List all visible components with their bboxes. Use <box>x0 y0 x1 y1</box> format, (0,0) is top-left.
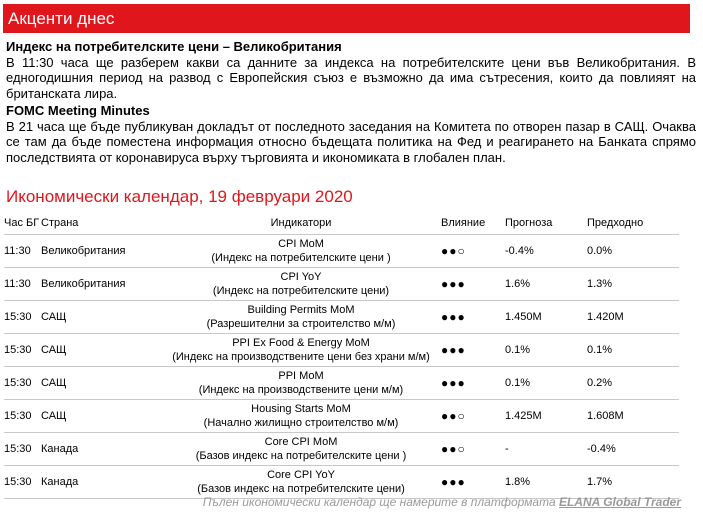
indicator-name: CPI MoM <box>278 238 324 250</box>
cell-previous: 1.608M <box>587 400 679 433</box>
indicator-name: Core CPI YoY <box>267 469 335 481</box>
platform-link[interactable]: ELANA Global Trader <box>558 495 681 509</box>
cell-indicator <box>161 466 441 499</box>
cell-time: 11:30 <box>4 235 41 268</box>
cell-previous: 0.0% <box>587 235 679 268</box>
header-forecast: Прогноза <box>505 212 587 235</box>
cell-indicator <box>161 301 441 334</box>
cell-country: Канада <box>41 433 161 466</box>
cell-indicator <box>161 235 441 268</box>
cell-forecast: 0.1% <box>505 367 587 400</box>
indicator-name: CPI YoY <box>280 271 322 283</box>
cell-time: 15:30 <box>4 400 41 433</box>
cell-time: 15:30 <box>4 334 41 367</box>
cell-impact: ●●● <box>441 268 505 301</box>
economic-calendar-table <box>4 212 679 499</box>
cell-time: 15:30 <box>4 433 41 466</box>
cell-indicator <box>161 433 441 466</box>
news-body: В 11:30 часа ще разберем какви са данните за индекса на потребителските цени във Великобритания. В едногодишния период на развод с Европейския съюз е възможно да има сътресения, които да повлияят на британската лира. <box>6 54 696 101</box>
cell-country: САЩ <box>41 367 161 400</box>
indicator-description: (Индекс на потребителските цени ) <box>211 252 391 264</box>
news-title: Индекс на потребителските цени – Великобритания <box>6 39 342 54</box>
calendar-title: Икономически календар, 19 февруари 2020 <box>6 187 353 206</box>
cell-indicator <box>161 334 441 367</box>
cell-time: 15:30 <box>4 367 41 400</box>
table-header-row <box>4 212 679 235</box>
header-impact: Влияние <box>441 212 505 235</box>
news-section <box>6 39 696 167</box>
cell-time: 15:30 <box>4 466 41 499</box>
cell-time: 11:30 <box>4 268 41 301</box>
footer-text: Пълен икономически календар ще намерите в платформата <box>202 495 559 509</box>
news-body: В 21 часа ще бъде публикуван докладът от последното заседания на Комитета по отворен пазар в САЩ. Очаква се там да бъде поместена информация относно бъдещата политика на Фед и реагирането на Банката спрямо последствията от коронавируса върху търговията и икономиката в глобален план. <box>6 118 696 165</box>
header-time: Час БГ <box>4 212 41 235</box>
cell-forecast: - <box>505 433 587 466</box>
cell-country: Великобритания <box>41 235 161 268</box>
indicator-name: Core CPI MoM <box>264 436 338 448</box>
cell-impact: ●●○ <box>441 400 505 433</box>
cell-forecast: 1.6% <box>505 268 587 301</box>
section-title: Акценти днес <box>8 9 115 28</box>
cell-previous: 1.7% <box>587 466 679 499</box>
cell-impact: ●●● <box>441 466 505 499</box>
header-previous: Предходно <box>587 212 679 235</box>
table-row <box>4 334 679 367</box>
indicator-name: Building Permits MoM <box>247 304 355 316</box>
cell-impact: ●●○ <box>441 433 505 466</box>
cell-forecast: 1.425M <box>505 400 587 433</box>
cell-country: Великобритания <box>41 268 161 301</box>
cell-forecast: 1.450M <box>505 301 587 334</box>
table-row <box>4 367 679 400</box>
cell-indicator <box>161 367 441 400</box>
cell-forecast: 0.1% <box>505 334 587 367</box>
cell-impact: ●●○ <box>441 235 505 268</box>
cell-impact: ●●● <box>441 301 505 334</box>
cell-impact: ●●● <box>441 367 505 400</box>
indicator-description: (Индекс на производствените цени без храни м/м) <box>172 351 430 363</box>
table-row <box>4 268 679 301</box>
indicator-description: (Базов индекс на потребителските цени) <box>197 483 405 495</box>
cell-country: САЩ <box>41 334 161 367</box>
cell-previous: 0.1% <box>587 334 679 367</box>
news-title: FOMC Meeting Minutes <box>6 103 150 118</box>
cell-indicator <box>161 268 441 301</box>
cell-forecast: -0.4% <box>505 235 587 268</box>
header-country: Страна <box>41 212 161 235</box>
indicator-name: PPI Ex Food & Energy MoM <box>232 337 370 349</box>
cell-previous: 1.420M <box>587 301 679 334</box>
section-header <box>3 4 690 33</box>
table-row <box>4 400 679 433</box>
cell-forecast: 1.8% <box>505 466 587 499</box>
cell-previous: -0.4% <box>587 433 679 466</box>
header-indicator: Индикатори <box>161 212 441 235</box>
indicator-description: (Разрешителни за строителство м/м) <box>206 318 396 330</box>
cell-previous: 0.2% <box>587 367 679 400</box>
table-row <box>4 235 679 268</box>
indicator-description: (Индекс на потребителските цени) <box>212 285 390 297</box>
cell-country: Канада <box>41 466 161 499</box>
cell-previous: 1.3% <box>587 268 679 301</box>
table-row <box>4 433 679 466</box>
cell-impact: ●●● <box>441 334 505 367</box>
footer-note <box>203 495 681 509</box>
cell-indicator <box>161 400 441 433</box>
cell-country: САЩ <box>41 400 161 433</box>
table-row <box>4 466 679 499</box>
indicator-description: (Начално жилищно строителство м/м) <box>203 417 399 429</box>
indicator-description: (Индекс на производствените цени м/м) <box>198 384 404 396</box>
cell-time: 15:30 <box>4 301 41 334</box>
indicator-name: PPI MoM <box>278 370 324 382</box>
indicator-name: Housing Starts MoM <box>251 403 351 415</box>
table-row <box>4 301 679 334</box>
indicator-description: (Базов индекс на потребителските цени ) <box>195 450 407 462</box>
cell-country: САЩ <box>41 301 161 334</box>
